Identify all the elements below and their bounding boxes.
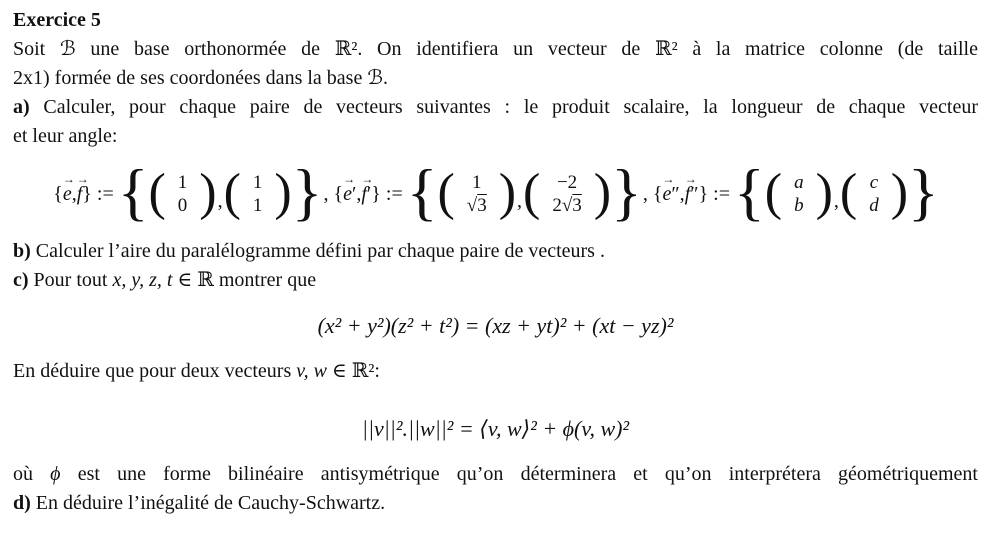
vector-entry: −2	[556, 172, 578, 193]
vector-entry: 1	[471, 172, 482, 193]
coefficient: 2	[552, 195, 562, 216]
display-equation-vector-pairs	[13, 151, 978, 237]
vector-symbol	[361, 171, 373, 206]
item-a-label: a)	[13, 96, 30, 118]
brace-delimiter: }	[291, 156, 323, 227]
vector-arrow-icon: →	[343, 171, 355, 186]
conclude-variables: v, w	[296, 360, 327, 382]
brace-delimiter: , {	[642, 182, 663, 205]
item-b-text: Calculer l’aire du paralélogramme défini par chaque paire de vecteurs .	[30, 240, 605, 262]
vector-entry: 1	[252, 195, 263, 216]
separator: ,	[217, 189, 223, 212]
paren-delimiter: (	[523, 164, 541, 221]
vector-letter: f	[76, 182, 83, 205]
phi-text-2: est une forme bilinéaire antisymétrique qu’on déterminera et qu’on interprétera géométriquement	[60, 463, 978, 485]
vector-arrow-icon: →	[662, 171, 674, 186]
brace-delimiter: {	[406, 156, 438, 227]
item-c-text-2: ∈ ℝ montrer que	[172, 269, 317, 291]
define-symbol: } :=	[82, 182, 114, 205]
separator: ,	[71, 182, 77, 205]
vector-letter: e	[343, 182, 352, 205]
sqrt-sign: √	[561, 195, 573, 216]
vector-letter: f	[361, 182, 367, 205]
column-vector	[540, 171, 593, 217]
brace-delimiter: }	[908, 156, 939, 227]
paren-delimiter: (	[437, 164, 455, 221]
intro-line-1: Soit ℬ une base orthonormée de ℝ². On identifiera un vecteur de ℝ² à la matrice colonne (de taille	[13, 38, 978, 60]
display-equation-norms: ||v||².||w||² = ⟨v, w⟩² + ϕ(v, w)²	[361, 416, 630, 441]
vector-symbol	[76, 171, 88, 206]
paren-delimiter: (	[764, 164, 783, 221]
separator: ″,	[671, 182, 685, 205]
item-b-label: b)	[13, 240, 31, 262]
vector-entry: 1	[177, 172, 188, 193]
vector-entry: 0	[177, 195, 188, 216]
vector-letter: f	[684, 182, 691, 205]
vector-arrow-icon: →	[361, 171, 373, 186]
pair-label	[53, 171, 114, 206]
paren-delimiter: )	[498, 164, 517, 221]
item-c-variables: x, y, z, t	[112, 269, 173, 291]
item-d-text: En déduire l’inégalité de Cauchy-Schwartz.	[30, 492, 386, 514]
item-a-line-2: et leur angle:	[13, 125, 118, 147]
vector-arrow-icon: →	[76, 171, 88, 186]
paren-delimiter: (	[148, 164, 166, 221]
sqrt-sign: √	[466, 195, 478, 216]
paren-delimiter: )	[593, 164, 612, 221]
paren-delimiter: )	[274, 164, 292, 221]
phi-text-1: où	[13, 463, 51, 485]
separator: ′,	[351, 182, 362, 205]
vector-entry	[467, 194, 487, 217]
radicand: 3	[477, 195, 487, 216]
column-vector	[455, 171, 499, 217]
pair-label	[642, 171, 731, 206]
item-a-line-1	[13, 93, 978, 122]
item-c-label: c)	[13, 269, 29, 291]
separator: ,	[517, 189, 523, 212]
brace-delimiter: {	[53, 182, 63, 205]
display-equation-identity: (x² + y²)(z² + t²) = (xz + yt)² + (xt − yz)²	[317, 313, 674, 338]
vector-symbol	[662, 171, 674, 206]
item-b-line	[13, 237, 978, 266]
paren-delimiter: (	[839, 164, 858, 221]
vector-entry: a	[794, 172, 804, 193]
vector-pair-e-dblprime-f-dblprime	[642, 156, 939, 227]
vector-letter: e	[62, 182, 72, 205]
item-a-text: Calculer, pour chaque paire de vecteurs suivantes : le produit scalaire, la longueur de chaque vecteur	[29, 96, 978, 118]
item-c-text-1: Pour tout	[28, 269, 113, 291]
vector-entry: 1	[252, 172, 263, 193]
conclude-line	[13, 357, 978, 386]
column-vector	[166, 171, 200, 217]
vector-entry: b	[794, 195, 804, 216]
brace-delimiter: {	[117, 156, 149, 227]
paren-delimiter: (	[223, 164, 241, 221]
vector-arrow-icon: →	[684, 171, 696, 186]
item-d-line	[13, 489, 978, 518]
pair-label	[323, 171, 403, 206]
vector-arrow-icon: →	[62, 171, 74, 186]
define-symbol: ′} :=	[366, 182, 403, 205]
conclude-text-1: En déduire que pour deux vecteurs	[13, 360, 297, 382]
vector-symbol	[684, 171, 696, 206]
vector-entry: d	[869, 195, 879, 216]
define-symbol: ″} :=	[690, 182, 731, 205]
vector-pair-ef	[52, 156, 323, 227]
phi-symbol: ϕ	[50, 463, 61, 485]
vector-symbol	[343, 171, 355, 206]
phi-explanation-line	[13, 460, 978, 489]
vector-letter: e	[662, 182, 672, 205]
brace-delimiter: {	[734, 156, 765, 227]
vector-pair-e-prime-f-prime	[322, 156, 642, 227]
column-vector	[241, 171, 275, 217]
column-vector	[857, 171, 891, 217]
item-d-label: d)	[13, 492, 31, 514]
paren-delimiter: )	[890, 164, 909, 221]
column-vector	[782, 171, 816, 217]
vector-entry	[552, 194, 581, 217]
exercise-title: Exercice 5	[13, 9, 101, 31]
vector-symbol	[62, 171, 74, 206]
brace-delimiter: }	[611, 156, 642, 227]
paren-delimiter: )	[815, 164, 833, 221]
brace-delimiter: , {	[323, 182, 344, 205]
radicand: 3	[572, 195, 582, 216]
vector-entry: c	[869, 172, 879, 193]
intro-line-2: 2x1) formée de ses coordonées dans la base ℬ.	[13, 67, 389, 89]
separator: ,	[833, 189, 839, 212]
item-c-line	[13, 266, 978, 295]
paren-delimiter: )	[199, 164, 217, 221]
conclude-text-2: ∈ ℝ²:	[326, 360, 380, 382]
